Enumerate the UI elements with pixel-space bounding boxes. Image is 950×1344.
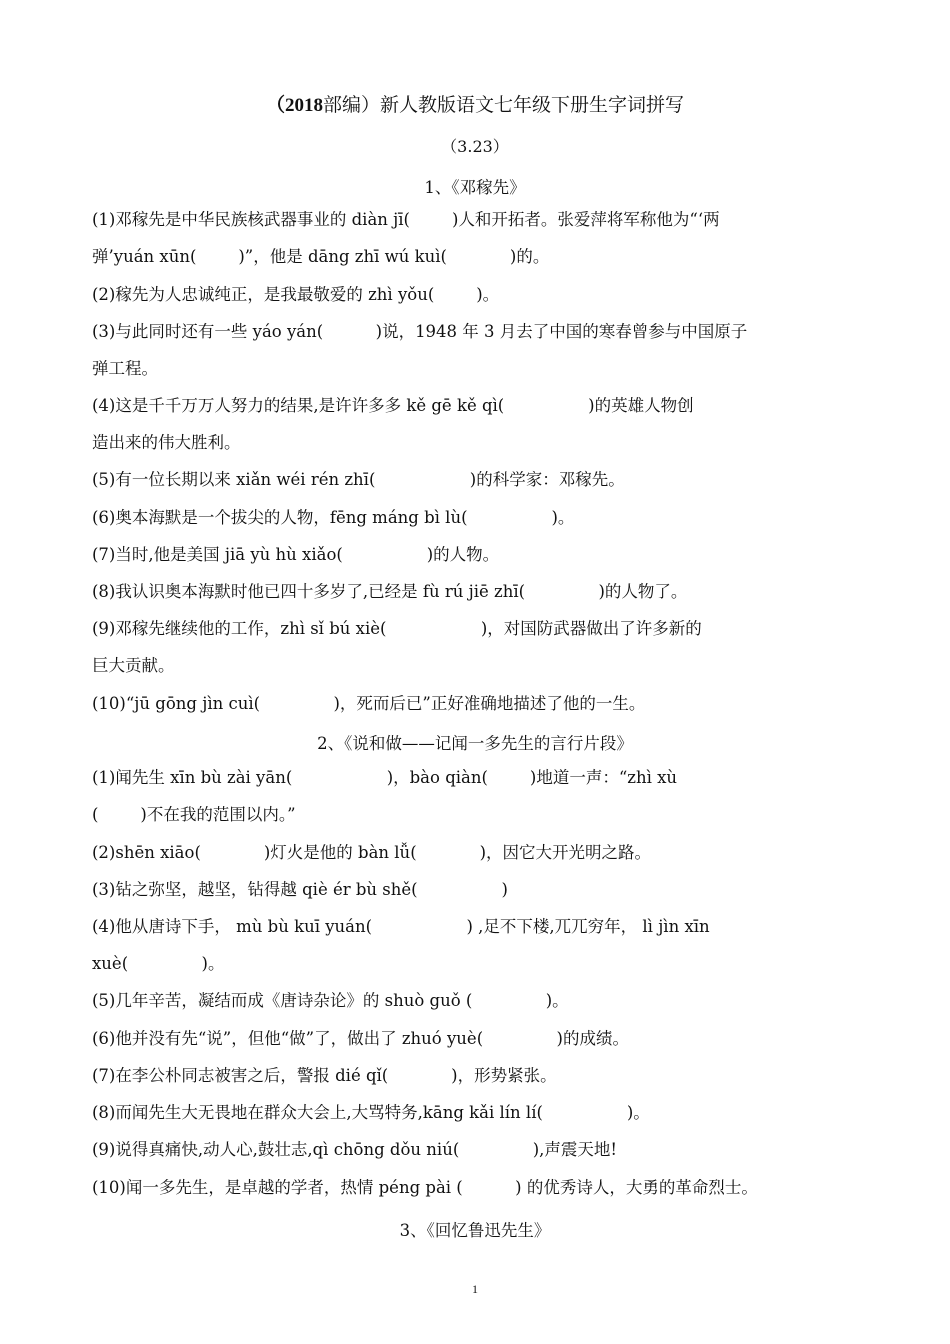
exercise-line: (4)这是千千万万人努力的结果,是许许多多 kě gē kě qì( )的英雄人物创: [92, 396, 694, 415]
page-title: [0, 90, 950, 117]
page-number: 1: [472, 1282, 478, 1296]
exercise-line: (6)他并没有先“说”，但他“做”了，做出了 zhuó yuè( )的成绩。: [92, 1029, 629, 1048]
exercise-line: (3)与此同时还有一些 yáo yán( )说，1948 年 3 月去了中国的寒春曾参与中国原子: [92, 322, 748, 341]
section-2-heading: 2、《说和做——记闻一多先生的言行片段》: [317, 734, 633, 753]
exercise-line: 巨大贡献。: [92, 656, 175, 675]
exercise-line: 弹工程。: [92, 359, 158, 378]
exercise-line: (2)稼先为人忠诚纯正，是我最敬爱的 zhì yǒu( )。: [92, 285, 500, 304]
exercise-line: (10)闻一多先生，是卓越的学者，热情 péng pài ( ) 的优秀诗人，大勇的革命烈士。: [92, 1178, 758, 1197]
page-date: （3.23）: [441, 137, 509, 156]
exercise-line: (3)钻之弥坚，越坚，钻得越 qiè ér bù shě( ): [92, 880, 508, 899]
exercise-line: (7)在李公朴同志被害之后，警报 dié qǐ( )，形势紧张。: [92, 1066, 557, 1085]
exercise-line: xuè( )。: [92, 954, 225, 973]
exercise-line: (8)我认识奥本海默时他已四十多岁了,已经是 fù rú jiē zhī( )的人物了。: [92, 582, 688, 601]
exercise-line: (10)“jū gōng jìn cuì( )，死而后已”正好准确地描述了他的一生。: [92, 694, 646, 713]
section-1-heading: 1、《邓稼先》: [424, 178, 526, 197]
exercise-line: (7)当时,他是美国 jiā yù hù xiǎo( )的人物。: [92, 545, 500, 564]
exercise-line: 弹’yuán xūn( )”，他是 dāng zhī wú kuì( )的。: [92, 247, 550, 266]
exercise-line: (1)闻先生 xīn bù zài yān( )，bào qiàn( )地道一声：“zhì xù: [92, 768, 678, 787]
exercise-line: (9)说得真痛快,动人心,鼓壮志,qì chōng dǒu niú( ),声震天地!: [92, 1140, 618, 1159]
exercise-line: (1)邓稼先是中华民族核武器事业的 diàn jī( )人和开拓者。张爱萍将军称他为“‘两: [92, 210, 720, 229]
exercise-line: (5)有一位长期以来 xiǎn wéi rén zhī( )的科学家：邓稼先。: [92, 470, 625, 489]
page-title-year: （2018: [265, 95, 323, 116]
exercise-line: (6)奥本海默是一个拔尖的人物，fēng máng bì lù( )。: [92, 508, 575, 527]
exercise-line: ( )不在我的范围以内。”: [92, 805, 296, 824]
exercise-line: (4)他从唐诗下手， mù bù kuī yuán( ) ,足不下楼,兀兀穷年， lì jìn xīn: [92, 917, 710, 936]
page-title-text: 部编）新人教版语文七年级下册生字词拼写: [323, 94, 685, 116]
exercise-line: (9)邓稼先继续他的工作，zhì sǐ bú xiè( )，对国防武器做出了许多新的: [92, 619, 702, 638]
exercise-line: (2)shēn xiāo( )灯火是他的 bàn lǚ( )，因它大开光明之路。: [92, 843, 652, 862]
exercise-line: (5)几年辛苦，凝结而成《唐诗杂论》的 shuò guǒ ( )。: [92, 991, 569, 1010]
exercise-line: 造出来的伟大胜利。: [92, 433, 241, 452]
section-3-heading: 3、《回忆鲁迅先生》: [399, 1221, 551, 1240]
exercise-line: (8)而闻先生大无畏地在群众大会上,大骂特务,kāng kǎi lín lí( )。: [92, 1103, 650, 1122]
